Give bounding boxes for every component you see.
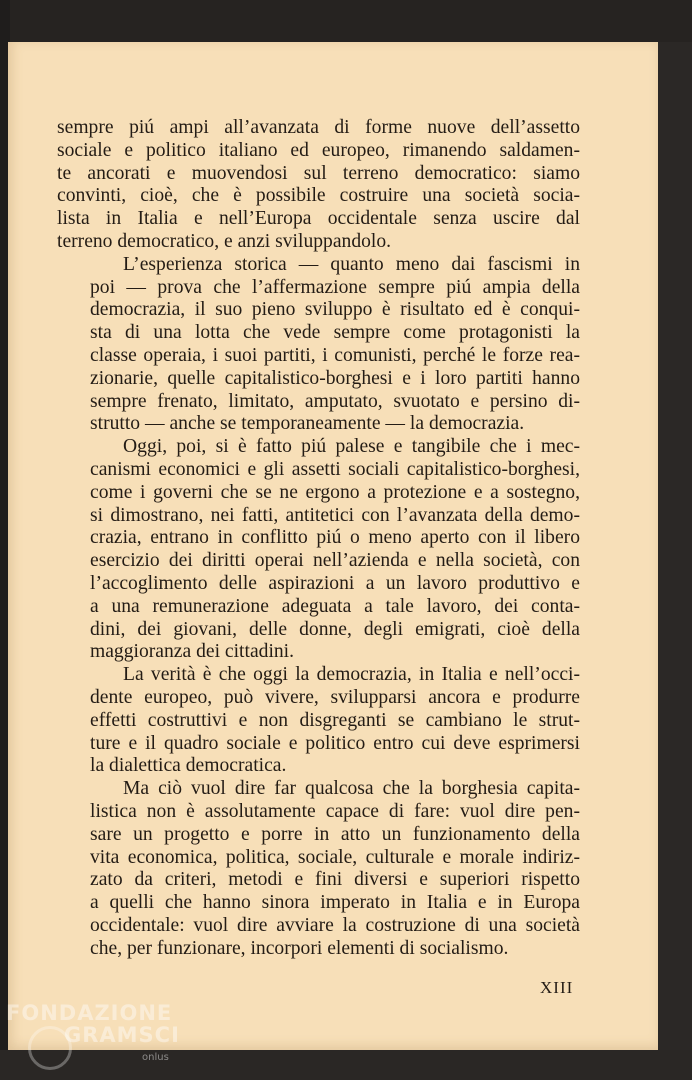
- text-line: che, per funzionare, incorpori elementi di socialismo.: [90, 937, 509, 959]
- text-line: effetti costruttivi e non disgreganti se cambiano le strut-: [90, 709, 580, 731]
- text-line: dente europeo, può vivere, svilupparsi ancora e produrre: [90, 686, 580, 708]
- scan-background-bottom: [0, 1050, 692, 1080]
- scan-background-top: [0, 0, 692, 44]
- text-line: come i governi che se ne ergono a protezione e a sostegno,: [90, 481, 580, 503]
- paragraph: [57, 436, 580, 664]
- text-line: vita economica, politica, sociale, culturale e morale indiriz-: [90, 846, 580, 868]
- text-line: sempre piú ampi all’avanzata di forme nuove dell’assetto: [57, 117, 580, 138]
- page-number: XIII: [540, 978, 574, 997]
- text-line: esercizio dei diritti operai nell’azienda e nella società, con: [90, 550, 580, 572]
- watermark: [6, 1002, 180, 1046]
- text-line: sociale e politico italiano ed europeo, rimanendo saldamen-: [57, 139, 580, 161]
- paragraph: [57, 254, 580, 436]
- text-line: democrazia, il suo pieno sviluppo è risultato ed è conqui-: [90, 299, 580, 321]
- text-line: maggioranza dei cittadini.: [90, 641, 295, 663]
- scan-background-right: [658, 42, 692, 1080]
- text-line: canismi economici e gli assetti sociali capitalistico-borghesi,: [90, 458, 580, 480]
- text-line: dini, dei giovani, delle donne, degli emigrati, cioè della: [90, 618, 580, 640]
- paragraph: [57, 778, 580, 960]
- text-line: te ancorati e muovendosi sul terreno democratico: siamo: [57, 162, 580, 184]
- text-line: listica non è assolutamente capace di fare: vuol dire pen-: [90, 800, 580, 822]
- text-line: la dialettica democratica.: [90, 755, 287, 777]
- body-text: [57, 117, 580, 960]
- text-line: crazia, entrano in conflitto piú o meno aperto con il libero: [90, 527, 580, 549]
- text-line: a quelli che hanno sinora imperato in Italia e in Europa: [90, 892, 580, 914]
- text-line: occidentale: vuol dire avviare la costruzione di una società: [90, 914, 580, 936]
- text-line: lista in Italia e nell’Europa occidentale senza uscire dal: [57, 208, 580, 230]
- text-line: sta di una lotta che vede sempre come protagonisti la: [90, 322, 580, 344]
- watermark-sub: onlus: [142, 1052, 169, 1063]
- text-line: si dimostrano, nei fatti, antitetici con l’avanzata della demo-: [90, 504, 580, 526]
- text-line: sare un progetto e porre in atto un funzionamento della: [90, 823, 580, 845]
- text-line: terreno democratico, e anzi sviluppandolo.: [57, 230, 392, 252]
- text-line: convinti, cioè, che è possibile costruire una società socia-: [57, 185, 580, 207]
- text-line: L’esperienza storica — quanto meno dai fascismi in: [123, 253, 580, 275]
- text-line: l’accoglimento delle aspirazioni a un lavoro produttivo e: [90, 572, 580, 594]
- text-line: Ma ciò vuol dire far qualcosa che la borghesia capita-: [123, 778, 580, 800]
- text-line: poi — prova che l’affermazione sempre piú ampia della: [90, 276, 580, 298]
- paragraph: [57, 664, 580, 778]
- text-line: classe operaia, i suoi partiti, i comunisti, perché le forze rea-: [90, 344, 580, 366]
- text-line: La verità è che oggi la democrazia, in Italia e nell’occi-: [123, 664, 580, 686]
- paragraph: [57, 117, 580, 254]
- watermark-line-1: FONDAZIONE: [6, 1001, 173, 1025]
- watermark-line-2: GRAMSCI: [64, 1023, 180, 1047]
- text-line: zionarie, quelle capitalistico-borghesi e i loro partiti hanno: [90, 367, 580, 389]
- text-line: zato da criteri, metodi e fini diversi e superiori rispetto: [90, 869, 580, 891]
- text-line: a una remunerazione adeguata a tale lavoro, dei conta-: [90, 595, 580, 617]
- text-line: strutto — anche se temporaneamente — la democrazia.: [90, 413, 525, 435]
- text-line: ture e il quadro sociale e politico entro cui deve esprimersi: [90, 732, 580, 754]
- text-line: sempre frenato, limitato, amputato, svuotato e persino di-: [90, 390, 580, 412]
- text-line: Oggi, poi, si è fatto piú palese e tangibile che i mec-: [123, 436, 580, 458]
